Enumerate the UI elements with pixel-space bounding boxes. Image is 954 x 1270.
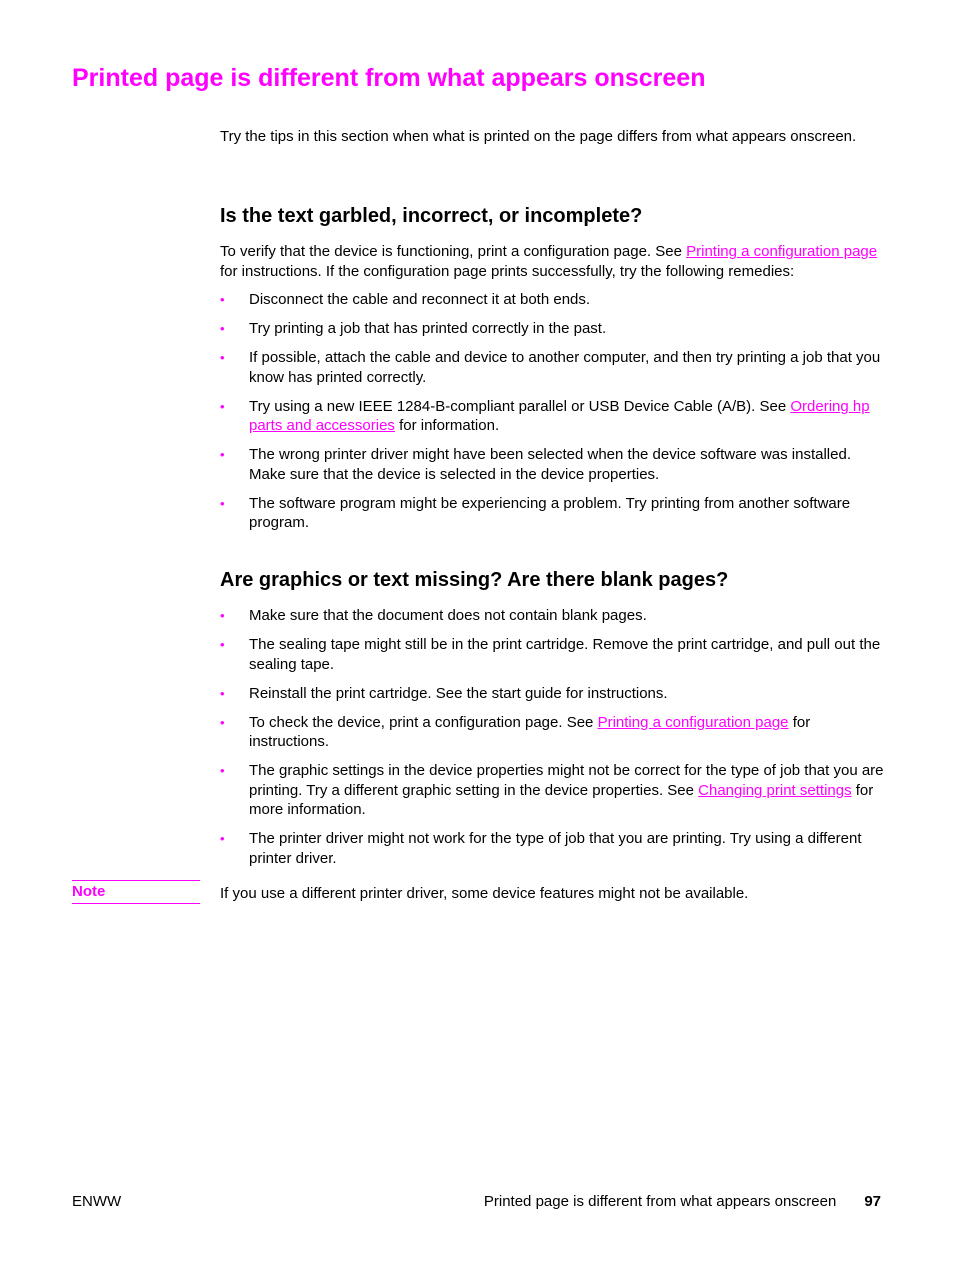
list-item-text: for more information.: [249, 781, 874, 818]
list-item-text: The sealing tape might still be in the print cartridge. Remove the print cartridge, and pull out the sealing tape.: [249, 636, 881, 673]
bullet-icon: •: [220, 685, 225, 701]
bullet-icon: •: [220, 292, 225, 307]
list-item-text: Disconnect the cable and reconnect it at both ends.: [249, 291, 591, 308]
list-item: [220, 494, 890, 533]
bullet-icon: •: [220, 714, 225, 730]
list-item: [220, 829, 890, 868]
bullet-icon: •: [220, 398, 225, 414]
link-changing-print-settings[interactable]: Changing print settings: [698, 781, 852, 799]
footer-right: [484, 1193, 881, 1210]
link-printing-configuration-page-2[interactable]: Printing a configuration page: [597, 713, 789, 731]
list-item-text: Try printing a job that has printed correctly in the past.: [249, 320, 607, 337]
list-item-text: Try using a new IEEE 1284-B-compliant parallel or USB Device Cable (A/B). See: [249, 397, 791, 415]
list-item-text: The software program might be experiencing a problem. Try printing from another software program.: [249, 494, 851, 531]
list-item: [220, 319, 890, 339]
section1-intro: [220, 242, 890, 281]
list-item: [220, 348, 890, 387]
list-item-text: The printer driver might not work for the type of job that you are printing. Try using a different printer driver.: [249, 830, 862, 867]
list-item-text: If possible, attach the cable and device to another computer, and then try printing a job that you know has printed correctly.: [249, 349, 881, 386]
bullet-icon: •: [220, 637, 225, 652]
bullet-icon: •: [220, 763, 225, 778]
list-item: [220, 397, 890, 436]
bullet-icon: •: [220, 321, 225, 336]
section-heading-text-garbled: Is the text garbled, incorrect, or incomplete?: [220, 205, 643, 227]
list-item: [220, 761, 890, 820]
footer-title: Printed page is different from what appears onscreen: [483, 1193, 837, 1210]
list-item: [220, 290, 890, 310]
list-item-text: The graphic settings in the device properties might not be correct for the type of job that you are printing. Try a different graphic setting in the device properties. See: [249, 762, 884, 799]
section1-bullet-list: [220, 290, 890, 542]
note-label: Note: [72, 880, 200, 904]
bullet-icon: •: [220, 608, 225, 623]
list-item-text: To check the device, print a configuration page. See: [249, 713, 598, 731]
list-item-text: Make sure that the document does not contain blank pages.: [249, 607, 647, 624]
page-title: Printed page is different from what appears onscreen: [72, 64, 706, 92]
section1-intro-after: for instructions. If the configuration page prints successfully, try the following remedies:: [220, 262, 795, 280]
bullet-icon: •: [220, 831, 225, 846]
list-item: [220, 445, 890, 484]
footer-enww: ENWW: [72, 1193, 122, 1210]
link-ordering-hp-parts[interactable]: Ordering hp parts and accessories: [249, 397, 870, 434]
bullet-icon: •: [220, 350, 225, 365]
bullet-icon: •: [220, 495, 225, 511]
list-item-text: The wrong printer driver might have been selected when the device software was installed. Make sure that the device is selected in the device properties.: [249, 446, 851, 483]
section2-bullet-list: [220, 606, 890, 878]
intro-paragraph: Try the tips in this section when what is printed on the page differs from what appears onscreen.: [220, 128, 857, 145]
list-item: [220, 684, 890, 704]
list-item-text: for information.: [394, 417, 500, 434]
list-item-text: Reinstall the print cartridge. See the start guide for instructions.: [249, 684, 668, 702]
list-item: [220, 606, 890, 626]
list-item: [220, 713, 890, 752]
list-item: [220, 635, 890, 674]
note-text: If you use a different printer driver, some device features might not be available.: [220, 885, 749, 902]
section1-intro-before: To verify that the device is functioning, print a configuration page. See: [220, 243, 687, 260]
bullet-icon: •: [220, 447, 225, 462]
page-number: 97: [864, 1193, 881, 1210]
list-item-text: for instructions.: [249, 713, 811, 750]
section-heading-graphics-missing: Are graphics or text missing? Are there blank pages?: [220, 569, 729, 591]
link-printing-configuration-page[interactable]: Printing a configuration page: [686, 243, 878, 260]
